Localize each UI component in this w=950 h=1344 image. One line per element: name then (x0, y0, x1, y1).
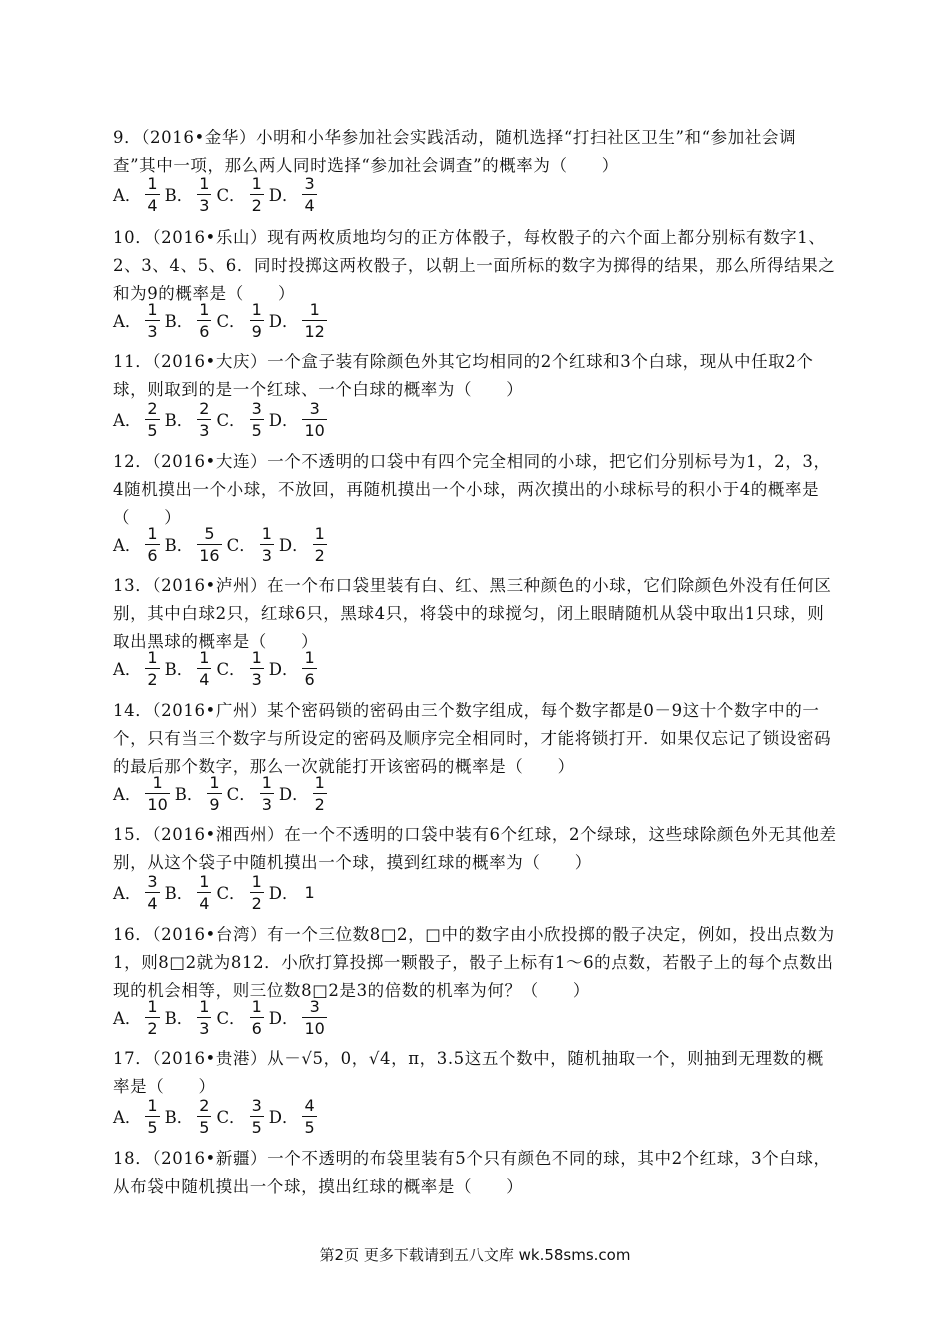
fraction-bar (302, 1116, 316, 1117)
fraction-bar (302, 320, 326, 321)
fraction-numerator: 3 (251, 398, 262, 418)
option-label: C． (216, 312, 246, 331)
fraction-denominator: 4 (304, 195, 315, 215)
fraction-numerator: 1 (199, 299, 210, 319)
option-fraction (145, 174, 159, 215)
fraction-bar (145, 544, 159, 545)
fraction-bar (250, 892, 264, 893)
fraction-bar (250, 419, 264, 420)
answer-options (113, 1094, 322, 1138)
option-fraction (260, 524, 274, 565)
question-text: 11．（2016•大庆）一个盒子装有除颜色外其它均相同的2个红球和3个白球，现从中任取2个球，则取到的是一个红球、一个白球的概率为（ ） (113, 352, 814, 399)
fraction-numerator: 2 (199, 1095, 210, 1115)
fraction-bar (313, 793, 327, 794)
fraction-bar (197, 320, 211, 321)
fraction-denominator: 5 (199, 1117, 210, 1137)
answer-options (113, 522, 332, 566)
question-text: 16．（2016•台湾）有一个三位数8□2，□中的数字由小欣投掷的骰子决定，例如，投出点数为1，则8□2就为812．小欣打算投掷一颗骰子，骰子上标有1～6的点数，若骰子上的每个点数出现的机会相等，则三位数8□2是3的倍数的机率为何？（ ） (113, 925, 835, 1000)
option-label: B． (164, 1108, 194, 1127)
fraction-denominator: 4 (147, 195, 158, 215)
fraction-denominator: 4 (199, 893, 210, 913)
fraction-numerator: 1 (199, 871, 210, 891)
option-label: B． (164, 312, 194, 331)
question-text: 12．（2016•大连）一个不透明的口袋中有四个完全相同的小球，把它们分别标号为1，2，3，4随机摸出一个小球，不放回，再随机摸出一个小球，两次摸出的小球标号的积小于4的概率是（ ） (113, 452, 831, 527)
fraction-bar (145, 194, 159, 195)
fraction-bar (145, 1017, 159, 1018)
option-fraction (197, 300, 211, 341)
question-text: 18．（2016•新疆）一个不透明的布袋里装有5个只有颜色不同的球，其中2个红球，3个白球，从布袋中随机摸出一个球，摸出红球的概率是（ ） (113, 1149, 831, 1196)
fraction-bar (145, 419, 159, 420)
option-fraction (302, 1096, 316, 1137)
option-fraction (197, 872, 211, 913)
option-label: A． (113, 785, 142, 804)
fraction-denominator: 16 (199, 545, 220, 565)
fraction-denominator: 6 (304, 669, 315, 689)
fraction-denominator: 6 (251, 1018, 262, 1038)
fraction-bar (197, 1017, 211, 1018)
option-fraction (302, 997, 326, 1038)
page-footer: 第2页 更多下载请到五八文库 wk.58sms.com (319, 1246, 631, 1264)
option-label: C． (216, 186, 246, 205)
question-text: 15．（2016•湘西州）在一个不透明的口袋中装有6个红球，2个绿球，这些球除颜色外无其他差别，从这个袋子中随机摸出一个球，摸到红球的概率为（ ） (113, 825, 837, 872)
fraction-denominator: 2 (314, 794, 325, 814)
option-label: D． (268, 1009, 299, 1028)
option-label: B． (164, 186, 194, 205)
option-label: B． (164, 1009, 194, 1028)
fraction-numerator: 1 (209, 772, 220, 792)
fraction-denominator: 2 (251, 893, 262, 913)
fraction-denominator: 6 (199, 321, 210, 341)
option-label: C． (216, 884, 246, 903)
fraction-denominator: 12 (304, 321, 325, 341)
fraction-bar (250, 320, 264, 321)
option-label: B． (164, 884, 194, 903)
option-fraction (302, 399, 326, 440)
fraction-numerator: 1 (152, 772, 163, 792)
option-label: A． (113, 536, 142, 555)
option-label: B． (164, 660, 194, 679)
option-fraction (302, 648, 316, 689)
fraction-numerator: 1 (261, 523, 272, 543)
option-fraction (197, 997, 211, 1038)
fraction-denominator: 5 (304, 1117, 315, 1137)
fraction-bar (207, 793, 221, 794)
question-text: 9．（2016•金华）小明和小华参加社会实践活动，随机选择“打扫社区卫生”和“参加社会调查”其中一项，那么两人同时选择“参加社会调查”的概率为（ ） (113, 128, 797, 175)
fraction-numerator: 1 (147, 647, 158, 667)
answer-options (113, 172, 322, 216)
option-label: D． (268, 884, 299, 903)
answer-options (113, 298, 332, 342)
option-label: C． (226, 785, 256, 804)
fraction-numerator: 1 (309, 299, 320, 319)
fraction-bar (313, 544, 327, 545)
fraction-numerator: 1 (251, 173, 262, 193)
fraction-numerator: 1 (314, 772, 325, 792)
option-fraction (145, 997, 159, 1038)
fraction-numerator: 5 (204, 523, 215, 543)
answer-options (113, 870, 315, 914)
option-fraction (250, 174, 264, 215)
fraction-denominator: 10 (304, 420, 325, 440)
fraction-numerator: 3 (251, 1095, 262, 1115)
fraction-denominator: 4 (199, 669, 210, 689)
option-fraction (145, 648, 159, 689)
answer-options (113, 995, 332, 1039)
fraction-denominator: 3 (199, 195, 210, 215)
fraction-denominator: 5 (147, 420, 158, 440)
option-fraction (250, 399, 264, 440)
option-fraction (302, 300, 326, 341)
fraction-bar (197, 194, 211, 195)
fraction-bar (250, 668, 264, 669)
option-label: B． (174, 785, 204, 804)
option-value: 1 (304, 882, 315, 902)
option-fraction (207, 773, 221, 814)
option-fraction (197, 399, 211, 440)
option-label: D． (268, 186, 299, 205)
fraction-bar (197, 419, 211, 420)
fraction-numerator: 1 (199, 996, 210, 1016)
option-label: A． (113, 660, 142, 679)
option-fraction (313, 773, 327, 814)
fraction-numerator: 1 (261, 772, 272, 792)
option-label: A． (113, 884, 142, 903)
fraction-numerator: 3 (309, 398, 320, 418)
option-fraction (145, 872, 159, 913)
fraction-denominator: 4 (147, 893, 158, 913)
fraction-numerator: 1 (314, 523, 325, 543)
fraction-numerator: 1 (304, 647, 315, 667)
fraction-numerator: 1 (147, 1095, 158, 1115)
fraction-numerator: 1 (199, 173, 210, 193)
fraction-denominator: 2 (314, 545, 325, 565)
fraction-numerator: 1 (251, 299, 262, 319)
question-text: 10．（2016•乐山）现有两枚质地均匀的正方体骰子，每枚骰子的六个面上都分别标有数字1、2、3、4、5、6．同时投掷这两枚骰子，以朝上一面所标的数字为掷得的结果，那么所得结果之和为9的概率是（ ） (113, 228, 836, 303)
fraction-bar (197, 668, 211, 669)
fraction-bar (145, 892, 159, 893)
fraction-numerator: 3 (309, 996, 320, 1016)
fraction-denominator: 3 (261, 545, 272, 565)
fraction-bar (197, 892, 211, 893)
fraction-bar (302, 1017, 326, 1018)
option-fraction (313, 524, 327, 565)
fraction-bar (145, 1116, 159, 1117)
fraction-bar (250, 1017, 264, 1018)
option-label: D． (268, 1108, 299, 1127)
fraction-bar (197, 1116, 211, 1117)
fraction-denominator: 3 (147, 321, 158, 341)
fraction-numerator: 2 (199, 398, 210, 418)
option-label: A． (113, 1108, 142, 1127)
fraction-numerator: 3 (304, 173, 315, 193)
fraction-bar (197, 544, 221, 545)
fraction-numerator: 1 (147, 299, 158, 319)
fraction-denominator: 5 (147, 1117, 158, 1137)
option-label: C． (216, 1009, 246, 1028)
answer-options (113, 397, 332, 441)
option-fraction (197, 524, 221, 565)
question-text: 13．（2016•泸州）在一个布口袋里装有白、红、黑三种颜色的小球，它们除颜色外没有任何区别，其中白球2只，红球6只，黑球4只，将袋中的球搅匀，闭上眼睛随机从袋中取出1只球，则取出黑球的概率是（ ） (113, 576, 832, 651)
fraction-numerator: 3 (147, 871, 158, 891)
option-fraction (145, 300, 159, 341)
option-label: A． (113, 312, 142, 331)
fraction-denominator: 6 (147, 545, 158, 565)
option-fraction (145, 773, 169, 814)
fraction-bar (302, 419, 326, 420)
option-fraction (145, 399, 159, 440)
option-fraction (260, 773, 274, 814)
fraction-denominator: 9 (209, 794, 220, 814)
option-fraction (250, 648, 264, 689)
fraction-denominator: 5 (251, 1117, 262, 1137)
fraction-bar (302, 668, 316, 669)
option-label: D． (268, 660, 299, 679)
fraction-bar (145, 320, 159, 321)
option-fraction (250, 872, 264, 913)
option-fraction (197, 1096, 211, 1137)
option-label: A． (113, 411, 142, 430)
fraction-denominator: 3 (251, 669, 262, 689)
fraction-numerator: 1 (147, 173, 158, 193)
option-label: C． (216, 660, 246, 679)
option-label: C． (226, 536, 256, 555)
fraction-denominator: 3 (199, 420, 210, 440)
fraction-numerator: 1 (199, 647, 210, 667)
fraction-bar (250, 1116, 264, 1117)
option-label: D． (268, 312, 299, 331)
fraction-denominator: 10 (147, 794, 168, 814)
option-label: C． (216, 411, 246, 430)
question-text: 17．（2016•贵港）从－√5，0，√4，π，3.5这五个数中，随机抽取一个，则抽到无理数的概率是（ ） (113, 1049, 824, 1096)
option-label: D． (268, 411, 299, 430)
answer-options (113, 771, 332, 815)
option-label: D． (278, 785, 309, 804)
fraction-bar (260, 544, 274, 545)
fraction-numerator: 4 (304, 1095, 315, 1115)
fraction-denominator: 2 (147, 669, 158, 689)
option-label: C． (216, 1108, 246, 1127)
fraction-denominator: 5 (251, 420, 262, 440)
option-fraction (145, 1096, 159, 1137)
fraction-numerator: 1 (147, 523, 158, 543)
option-fraction (197, 648, 211, 689)
option-fraction (197, 174, 211, 215)
fraction-numerator: 2 (147, 398, 158, 418)
fraction-numerator: 1 (251, 871, 262, 891)
fraction-denominator: 3 (199, 1018, 210, 1038)
fraction-denominator: 2 (147, 1018, 158, 1038)
fraction-bar (145, 668, 159, 669)
fraction-denominator: 10 (304, 1018, 325, 1038)
fraction-denominator: 2 (251, 195, 262, 215)
fraction-denominator: 9 (251, 321, 262, 341)
fraction-bar (250, 194, 264, 195)
option-label: B． (164, 536, 194, 555)
option-fraction (302, 174, 316, 215)
answer-options (113, 646, 322, 690)
option-label: A． (113, 186, 142, 205)
fraction-numerator: 1 (251, 647, 262, 667)
fraction-bar (302, 194, 316, 195)
fraction-denominator: 3 (261, 794, 272, 814)
question-text: 14．（2016•广州）某个密码锁的密码由三个数字组成，每个数字都是0－9这十个数字中的一个，只有当三个数字与所设定的密码及顺序完全相同时，才能将锁打开．如果仅忘记了锁设密码的最后那个数字，那么一次就能打开该密码的概率是（ ） (113, 701, 832, 776)
option-label: D． (278, 536, 309, 555)
option-fraction (250, 1096, 264, 1137)
fraction-numerator: 1 (251, 996, 262, 1016)
fraction-numerator: 1 (147, 996, 158, 1016)
option-fraction (250, 300, 264, 341)
fraction-bar (145, 793, 169, 794)
fraction-bar (260, 793, 274, 794)
option-fraction (145, 524, 159, 565)
option-label: B． (164, 411, 194, 430)
option-fraction (250, 997, 264, 1038)
option-label: A． (113, 1009, 142, 1028)
